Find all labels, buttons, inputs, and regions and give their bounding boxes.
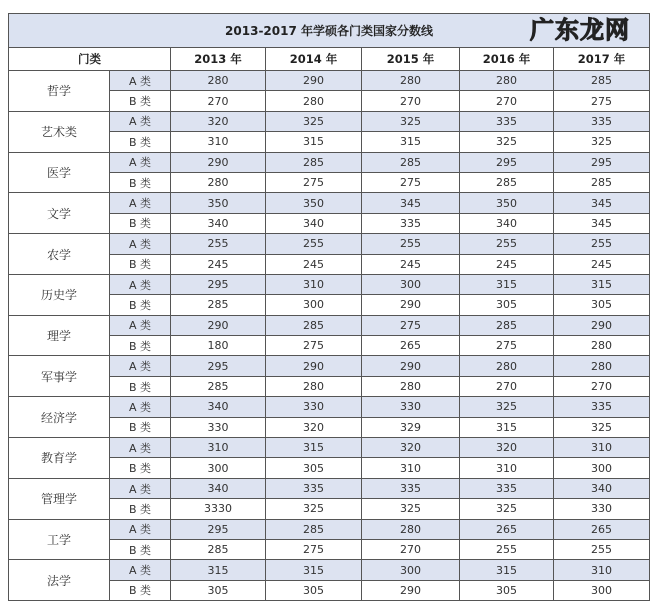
score-cell: 280 [554, 336, 650, 356]
score-cell: 280 [362, 71, 460, 91]
score-cell: 245 [460, 254, 554, 274]
score-cell: 305 [266, 458, 362, 478]
class-label: A 类 [110, 274, 171, 294]
table-row [9, 274, 650, 294]
score-cell: 325 [460, 499, 554, 519]
score-cell: 305 [460, 295, 554, 315]
score-cell: 280 [171, 71, 266, 91]
score-cell: 295 [171, 519, 266, 539]
class-label: B 类 [110, 254, 171, 274]
score-cell: 295 [171, 356, 266, 376]
class-label: B 类 [110, 172, 171, 192]
class-label: B 类 [110, 499, 171, 519]
score-cell: 245 [362, 254, 460, 274]
score-cell: 325 [362, 499, 460, 519]
score-cell: 320 [362, 438, 460, 458]
table-row [9, 111, 650, 131]
category-cell: 历史学 [9, 274, 110, 315]
category-cell: 医学 [9, 152, 110, 193]
score-cell: 300 [554, 580, 650, 600]
table-row [9, 397, 650, 417]
score-cell: 320 [266, 417, 362, 437]
score-cell: 290 [362, 295, 460, 315]
score-cell: 245 [266, 254, 362, 274]
score-cell: 265 [362, 336, 460, 356]
score-cell: 310 [554, 438, 650, 458]
category-cell: 农学 [9, 234, 110, 275]
score-cell: 315 [266, 132, 362, 152]
score-cell: 325 [554, 417, 650, 437]
score-cell: 255 [171, 234, 266, 254]
score-cell: 255 [460, 539, 554, 559]
score-cell: 275 [266, 172, 362, 192]
score-cell: 275 [362, 172, 460, 192]
score-cell: 315 [460, 274, 554, 294]
table-row [9, 560, 650, 580]
score-cell: 340 [171, 397, 266, 417]
score-cell: 280 [266, 376, 362, 396]
table-title: 2013-2017 年学硕各门类国家分数线 [9, 14, 650, 48]
score-cell: 340 [266, 213, 362, 233]
score-cell: 335 [460, 111, 554, 131]
score-cell: 310 [266, 274, 362, 294]
score-cell: 285 [362, 152, 460, 172]
score-cell: 275 [266, 336, 362, 356]
class-label: A 类 [110, 356, 171, 376]
score-cell: 280 [460, 356, 554, 376]
class-label: B 类 [110, 213, 171, 233]
score-cell: 280 [362, 519, 460, 539]
score-cell: 280 [460, 71, 554, 91]
score-cell: 285 [171, 539, 266, 559]
class-label: A 类 [110, 234, 171, 254]
score-cell: 280 [554, 356, 650, 376]
category-cell: 文学 [9, 193, 110, 234]
score-cell: 335 [362, 213, 460, 233]
score-cell: 285 [171, 376, 266, 396]
score-cell: 255 [362, 234, 460, 254]
class-label: A 类 [110, 478, 171, 498]
score-cell: 340 [554, 478, 650, 498]
score-cell: 285 [460, 315, 554, 335]
score-cell: 255 [460, 234, 554, 254]
class-label: A 类 [110, 152, 171, 172]
score-cell: 345 [362, 193, 460, 213]
class-label: B 类 [110, 132, 171, 152]
score-cell: 285 [554, 172, 650, 192]
score-cell: 300 [171, 458, 266, 478]
class-label: B 类 [110, 458, 171, 478]
category-cell: 哲学 [9, 71, 110, 112]
score-cell: 285 [460, 172, 554, 192]
score-cell: 290 [362, 580, 460, 600]
class-label: B 类 [110, 376, 171, 396]
table-row [9, 71, 650, 91]
score-cell: 320 [171, 111, 266, 131]
score-cell: 270 [460, 376, 554, 396]
score-cell: 325 [460, 397, 554, 417]
score-cell: 340 [460, 213, 554, 233]
score-cell: 245 [554, 254, 650, 274]
score-cell: 285 [266, 519, 362, 539]
score-cell: 310 [171, 132, 266, 152]
table-row [9, 193, 650, 213]
table-body [9, 71, 650, 601]
score-cell: 340 [171, 213, 266, 233]
category-cell: 教育学 [9, 438, 110, 479]
header-year: 2015 年 [362, 48, 460, 71]
score-cell: 270 [460, 91, 554, 111]
score-cell: 310 [171, 438, 266, 458]
class-label: B 类 [110, 336, 171, 356]
score-cell: 290 [266, 71, 362, 91]
category-cell: 艺术类 [9, 111, 110, 152]
score-cell: 329 [362, 417, 460, 437]
score-cell: 330 [362, 397, 460, 417]
class-label: B 类 [110, 539, 171, 559]
score-cell: 275 [460, 336, 554, 356]
score-cell: 180 [171, 336, 266, 356]
score-cell: 295 [554, 152, 650, 172]
score-cell: 315 [460, 560, 554, 580]
score-cell: 270 [362, 539, 460, 559]
score-cell: 310 [460, 458, 554, 478]
score-cell: 340 [171, 478, 266, 498]
score-cell: 330 [171, 417, 266, 437]
class-label: A 类 [110, 193, 171, 213]
score-cell: 305 [460, 580, 554, 600]
score-cell: 265 [460, 519, 554, 539]
score-cell: 280 [362, 376, 460, 396]
score-cell: 330 [554, 499, 650, 519]
score-cell: 290 [554, 315, 650, 335]
score-cell: 300 [554, 458, 650, 478]
score-cell: 315 [460, 417, 554, 437]
score-cell: 270 [171, 91, 266, 111]
score-cell: 255 [554, 539, 650, 559]
score-cell: 335 [362, 478, 460, 498]
score-cell: 305 [554, 295, 650, 315]
watermark: 广东龙网 [530, 16, 630, 44]
score-cell: 270 [362, 91, 460, 111]
score-cell: 345 [554, 193, 650, 213]
score-cell: 285 [554, 71, 650, 91]
score-cell: 335 [266, 478, 362, 498]
score-cell: 320 [460, 438, 554, 458]
score-cell: 335 [554, 397, 650, 417]
score-cell: 305 [171, 580, 266, 600]
score-cell: 280 [171, 172, 266, 192]
score-cell: 345 [554, 213, 650, 233]
score-cell: 275 [266, 539, 362, 559]
category-cell: 管理学 [9, 478, 110, 519]
score-cell: 325 [266, 111, 362, 131]
score-cell: 325 [362, 111, 460, 131]
class-label: A 类 [110, 71, 171, 91]
score-cell: 3330 [171, 499, 266, 519]
table-row [9, 315, 650, 335]
class-label: A 类 [110, 397, 171, 417]
table-row [9, 234, 650, 254]
score-cell: 325 [554, 132, 650, 152]
score-cell: 315 [266, 438, 362, 458]
class-label: A 类 [110, 519, 171, 539]
score-cell: 310 [554, 560, 650, 580]
category-cell: 经济学 [9, 397, 110, 438]
score-cell: 290 [171, 152, 266, 172]
score-cell: 325 [460, 132, 554, 152]
score-cell: 315 [362, 132, 460, 152]
class-label: B 类 [110, 295, 171, 315]
category-cell: 法学 [9, 560, 110, 601]
score-cell: 350 [171, 193, 266, 213]
score-table [8, 13, 650, 601]
score-cell: 315 [171, 560, 266, 580]
category-cell: 军事学 [9, 356, 110, 397]
score-cell: 270 [554, 376, 650, 396]
score-cell: 290 [362, 356, 460, 376]
table-row [9, 519, 650, 539]
score-cell: 285 [266, 315, 362, 335]
header-year: 2017 年 [554, 48, 650, 71]
score-cell: 315 [554, 274, 650, 294]
score-cell: 285 [266, 152, 362, 172]
score-cell: 300 [362, 560, 460, 580]
score-cell: 350 [266, 193, 362, 213]
table-row [9, 152, 650, 172]
category-cell: 理学 [9, 315, 110, 356]
class-label: A 类 [110, 560, 171, 580]
score-cell: 255 [266, 234, 362, 254]
score-cell: 330 [266, 397, 362, 417]
score-cell: 325 [266, 499, 362, 519]
score-cell: 290 [266, 356, 362, 376]
score-cell: 315 [266, 560, 362, 580]
score-cell: 305 [266, 580, 362, 600]
score-cell: 285 [171, 295, 266, 315]
header-year: 2013 年 [171, 48, 266, 71]
table-row [9, 478, 650, 498]
class-label: B 类 [110, 580, 171, 600]
class-label: A 类 [110, 315, 171, 335]
score-cell: 295 [171, 274, 266, 294]
score-cell: 310 [362, 458, 460, 478]
score-cell: 275 [362, 315, 460, 335]
score-cell: 300 [362, 274, 460, 294]
score-cell: 335 [554, 111, 650, 131]
header-category: 门类 [9, 48, 171, 71]
score-cell: 280 [266, 91, 362, 111]
score-cell: 275 [554, 91, 650, 111]
header-year: 2014 年 [266, 48, 362, 71]
score-cell: 245 [171, 254, 266, 274]
score-cell: 265 [554, 519, 650, 539]
class-label: A 类 [110, 438, 171, 458]
score-cell: 350 [460, 193, 554, 213]
score-cell: 335 [460, 478, 554, 498]
score-cell: 295 [460, 152, 554, 172]
header-year: 2016 年 [460, 48, 554, 71]
class-label: A 类 [110, 111, 171, 131]
class-label: B 类 [110, 417, 171, 437]
class-label: B 类 [110, 91, 171, 111]
score-cell: 290 [171, 315, 266, 335]
category-cell: 工学 [9, 519, 110, 560]
score-cell: 255 [554, 234, 650, 254]
table-row [9, 356, 650, 376]
table-row [9, 438, 650, 458]
score-cell: 300 [266, 295, 362, 315]
